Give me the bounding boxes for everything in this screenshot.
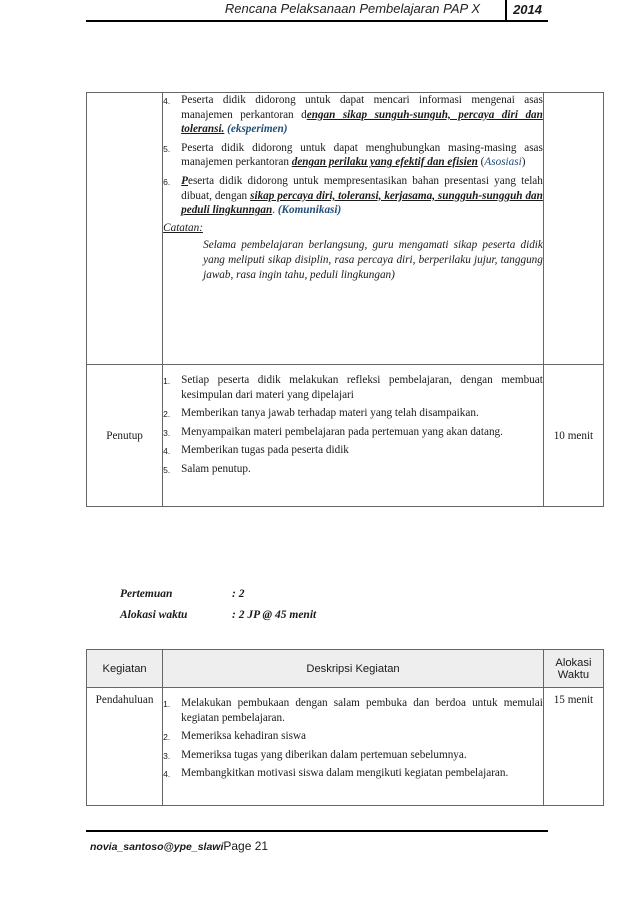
item-text: Memberikan tanya jawab terhadap materi yang telah disampaikan. bbox=[181, 407, 479, 420]
item-number: 1. bbox=[163, 699, 171, 709]
activity-table-2 bbox=[86, 649, 604, 806]
item-text: Memeriksa tugas yang diberikan dalam pertemuan sebelumnya. bbox=[181, 748, 467, 761]
waktu-pendahuluan: 15 menit bbox=[543, 688, 603, 806]
step-list bbox=[163, 373, 543, 477]
item-text: . bbox=[272, 204, 278, 217]
item-text: Setiap peserta didik melakukan refleksi pembelajaran, dengan membuat kesimpulan dari materi yang dipelajari bbox=[181, 374, 543, 401]
item-text: (eksperimen) bbox=[224, 123, 288, 136]
item-text: Asosiasi bbox=[484, 156, 522, 169]
list-item bbox=[163, 406, 543, 421]
item-number: 3. bbox=[163, 750, 171, 761]
item-text: Melakukan pembukaan dengan salam pembuka dan berdoa untuk memulai kegiatan pembelajaran. bbox=[181, 697, 543, 724]
list-item bbox=[163, 425, 543, 440]
pertemuan-value: : 2 bbox=[232, 588, 245, 600]
item-text: P bbox=[181, 174, 188, 187]
kegiatan-penutup: Penutup bbox=[87, 365, 163, 507]
item-number: 1. bbox=[163, 376, 171, 386]
item-number: 5. bbox=[163, 464, 171, 475]
item-text: Memeriksa kehadiran siswa bbox=[181, 730, 307, 743]
step-list bbox=[163, 696, 543, 781]
alokasi-label: Alokasi waktu bbox=[120, 609, 188, 621]
item-text: eserta didik didorong untuk mempresentasikan bahan presentasi yang telah dibuat, dengan bbox=[181, 174, 543, 202]
header-kegiatan: Kegiatan bbox=[87, 650, 163, 688]
waktu-cell bbox=[543, 93, 603, 365]
item-text: Menyampaikan materi pembelajaran pada pertemuan yang akan datang. bbox=[181, 425, 503, 438]
item-number: 2. bbox=[163, 409, 171, 420]
item-text: engan sikap sunguh-sunguh, percaya diri dan toleransi. bbox=[181, 108, 543, 136]
list-item bbox=[163, 443, 543, 458]
item-text: ( bbox=[477, 156, 485, 169]
list-item bbox=[163, 174, 543, 218]
item-number: 6. bbox=[163, 176, 171, 187]
footer-divider bbox=[86, 830, 548, 832]
footer-page: Page 21 bbox=[223, 839, 269, 853]
activity-table-1 bbox=[86, 92, 604, 507]
item-text: Peserta didik didorong untuk dapat mencari informasi mengenai asas manajemen perkantoran d bbox=[181, 94, 543, 121]
alokasi-line bbox=[120, 609, 317, 621]
item-number: 2. bbox=[163, 732, 171, 743]
alokasi-value: : 2 JP @ 45 menit bbox=[232, 609, 317, 621]
table-header-row bbox=[87, 650, 604, 688]
item-text: Memberikan tugas pada peserta didik bbox=[181, 444, 349, 457]
page-footer bbox=[90, 839, 268, 854]
list-item bbox=[163, 373, 543, 402]
item-text: sikap percaya diri, toleransi, kerjasama, sungguh-sungguh dan peduli lingkunngan bbox=[181, 189, 543, 217]
deskripsi-cell bbox=[163, 93, 544, 365]
list-item bbox=[163, 696, 543, 725]
header-deskripsi: Deskripsi Kegiatan bbox=[163, 650, 544, 688]
table-row bbox=[87, 688, 604, 806]
item-number: 4. bbox=[163, 446, 171, 457]
header-title: Rencana Pelaksanaan Pembelajaran PAP X bbox=[224, 1, 480, 16]
header-alokasi: Alokasi Waktu bbox=[543, 650, 603, 688]
list-item bbox=[163, 748, 543, 763]
kegiatan-cell bbox=[87, 93, 163, 365]
list-item bbox=[163, 462, 543, 477]
pertemuan-label: Pertemuan bbox=[120, 588, 173, 600]
kegiatan-pendahuluan: Pendahuluan bbox=[87, 688, 163, 806]
catatan-label: Catatan: bbox=[163, 221, 203, 234]
table-row bbox=[87, 365, 604, 507]
list-item bbox=[163, 93, 543, 137]
header-year: 2014 bbox=[505, 0, 542, 20]
item-text: ) bbox=[521, 156, 526, 169]
item-text: Peserta didik didorong untuk dapat menghubungkan masing-masing asas manajemen perkantoran bbox=[181, 141, 543, 169]
deskripsi-penutup bbox=[163, 365, 544, 507]
pertemuan-line bbox=[120, 588, 245, 600]
list-item bbox=[163, 766, 543, 781]
item-number: 3. bbox=[163, 427, 171, 438]
step-list bbox=[163, 93, 543, 218]
waktu-penutup: 10 menit bbox=[543, 365, 603, 507]
item-number: 4. bbox=[163, 769, 171, 780]
table-row bbox=[87, 93, 604, 365]
item-text: dengan perilaku yang efektif dan efisien bbox=[291, 156, 478, 169]
deskripsi-pendahuluan bbox=[163, 688, 544, 806]
item-text: (Komunikasi) bbox=[277, 204, 342, 217]
item-number: 5. bbox=[163, 143, 171, 154]
item-text: Membangkitkan motivasi siswa dalam mengikuti kegiatan pembelajaran. bbox=[181, 767, 509, 780]
list-item bbox=[163, 729, 543, 744]
catatan-text: Selama pembelajaran berlangsung, guru mengamati sikap peserta didik yang meliputi sikap disiplin, rasa percaya diri, berperilaku jujur, tanggung jawab, rasa ingin tahu, peduli lingkungan) bbox=[203, 238, 543, 281]
footer-email: novia_santoso@ype_slawi bbox=[90, 841, 224, 853]
item-text: Salam penutup. bbox=[181, 462, 251, 475]
list-item bbox=[163, 141, 543, 170]
item-number: 4. bbox=[163, 96, 171, 106]
page-header bbox=[86, 0, 548, 22]
